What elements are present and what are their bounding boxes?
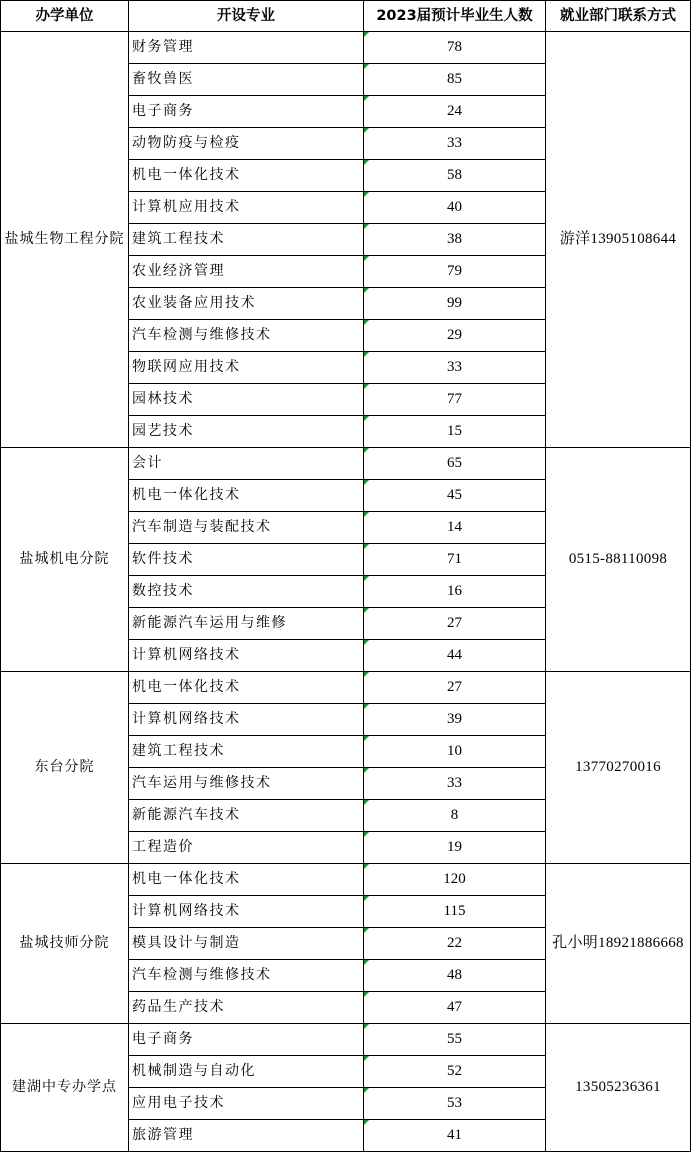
unit-cell: 东台分院 xyxy=(1,672,129,864)
count-cell: 65 xyxy=(364,448,546,480)
count-cell: 10 xyxy=(364,736,546,768)
major-cell: 畜牧兽医 xyxy=(129,64,364,96)
header-count: 2023届预计毕业生人数 xyxy=(364,1,546,32)
count-cell: 44 xyxy=(364,640,546,672)
major-cell: 数控技术 xyxy=(129,576,364,608)
major-cell: 机电一体化技术 xyxy=(129,672,364,704)
unit-cell: 盐城技师分院 xyxy=(1,864,129,1024)
header-major: 开设专业 xyxy=(129,1,364,32)
major-cell: 电子商务 xyxy=(129,96,364,128)
count-cell: 27 xyxy=(364,672,546,704)
count-cell: 33 xyxy=(364,128,546,160)
table-row xyxy=(1,32,691,64)
major-cell: 农业装备应用技术 xyxy=(129,288,364,320)
major-cell: 机电一体化技术 xyxy=(129,480,364,512)
major-cell: 汽车制造与装配技术 xyxy=(129,512,364,544)
count-cell: 15 xyxy=(364,416,546,448)
major-cell: 药品生产技术 xyxy=(129,992,364,1024)
count-cell: 8 xyxy=(364,800,546,832)
table-body xyxy=(1,32,691,1152)
count-cell: 33 xyxy=(364,768,546,800)
contact-cell: 游洋13905108644 xyxy=(546,32,691,448)
unit-cell: 建湖中专办学点 xyxy=(1,1024,129,1152)
major-cell: 新能源汽车技术 xyxy=(129,800,364,832)
major-cell: 动物防疫与检疫 xyxy=(129,128,364,160)
major-cell: 旅游管理 xyxy=(129,1120,364,1152)
major-cell: 汽车运用与维修技术 xyxy=(129,768,364,800)
count-cell: 22 xyxy=(364,928,546,960)
count-cell: 27 xyxy=(364,608,546,640)
count-cell: 16 xyxy=(364,576,546,608)
count-cell: 33 xyxy=(364,352,546,384)
major-cell: 机电一体化技术 xyxy=(129,864,364,896)
count-cell: 52 xyxy=(364,1056,546,1088)
count-cell: 71 xyxy=(364,544,546,576)
count-cell: 40 xyxy=(364,192,546,224)
count-cell: 24 xyxy=(364,96,546,128)
header-unit: 办学单位 xyxy=(1,1,129,32)
contact-cell: 孔小明18921886668 xyxy=(546,864,691,1024)
major-cell: 园林技术 xyxy=(129,384,364,416)
count-cell: 55 xyxy=(364,1024,546,1056)
major-cell: 计算机网络技术 xyxy=(129,640,364,672)
contact-cell: 13770270016 xyxy=(546,672,691,864)
major-cell: 会计 xyxy=(129,448,364,480)
major-cell: 园艺技术 xyxy=(129,416,364,448)
major-cell: 计算机网络技术 xyxy=(129,704,364,736)
count-cell: 85 xyxy=(364,64,546,96)
major-cell: 新能源汽车运用与维修 xyxy=(129,608,364,640)
major-cell: 计算机网络技术 xyxy=(129,896,364,928)
major-cell: 应用电子技术 xyxy=(129,1088,364,1120)
header-row xyxy=(1,1,691,32)
major-cell: 软件技术 xyxy=(129,544,364,576)
major-cell: 财务管理 xyxy=(129,32,364,64)
count-cell: 115 xyxy=(364,896,546,928)
major-cell: 模具设计与制造 xyxy=(129,928,364,960)
major-cell: 建筑工程技术 xyxy=(129,736,364,768)
unit-cell: 盐城机电分院 xyxy=(1,448,129,672)
table-row xyxy=(1,448,691,480)
count-cell: 19 xyxy=(364,832,546,864)
major-cell: 农业经济管理 xyxy=(129,256,364,288)
contact-cell: 0515-88110098 xyxy=(546,448,691,672)
contact-cell: 13505236361 xyxy=(546,1024,691,1152)
unit-cell: 盐城生物工程分院 xyxy=(1,32,129,448)
major-cell: 机电一体化技术 xyxy=(129,160,364,192)
major-cell: 物联网应用技术 xyxy=(129,352,364,384)
count-cell: 77 xyxy=(364,384,546,416)
major-cell: 电子商务 xyxy=(129,1024,364,1056)
table-row xyxy=(1,672,691,704)
count-cell: 41 xyxy=(364,1120,546,1152)
table-row xyxy=(1,864,691,896)
count-cell: 14 xyxy=(364,512,546,544)
table-row xyxy=(1,1024,691,1056)
count-cell: 53 xyxy=(364,1088,546,1120)
count-cell: 58 xyxy=(364,160,546,192)
major-cell: 建筑工程技术 xyxy=(129,224,364,256)
count-cell: 78 xyxy=(364,32,546,64)
count-cell: 99 xyxy=(364,288,546,320)
count-cell: 120 xyxy=(364,864,546,896)
count-cell: 39 xyxy=(364,704,546,736)
count-cell: 29 xyxy=(364,320,546,352)
major-cell: 计算机应用技术 xyxy=(129,192,364,224)
major-cell: 汽车检测与维修技术 xyxy=(129,320,364,352)
major-cell: 机械制造与自动化 xyxy=(129,1056,364,1088)
header-contact: 就业部门联系方式 xyxy=(546,1,691,32)
count-cell: 45 xyxy=(364,480,546,512)
count-cell: 48 xyxy=(364,960,546,992)
count-cell: 79 xyxy=(364,256,546,288)
major-cell: 工程造价 xyxy=(129,832,364,864)
count-cell: 38 xyxy=(364,224,546,256)
major-cell: 汽车检测与维修技术 xyxy=(129,960,364,992)
count-cell: 47 xyxy=(364,992,546,1024)
